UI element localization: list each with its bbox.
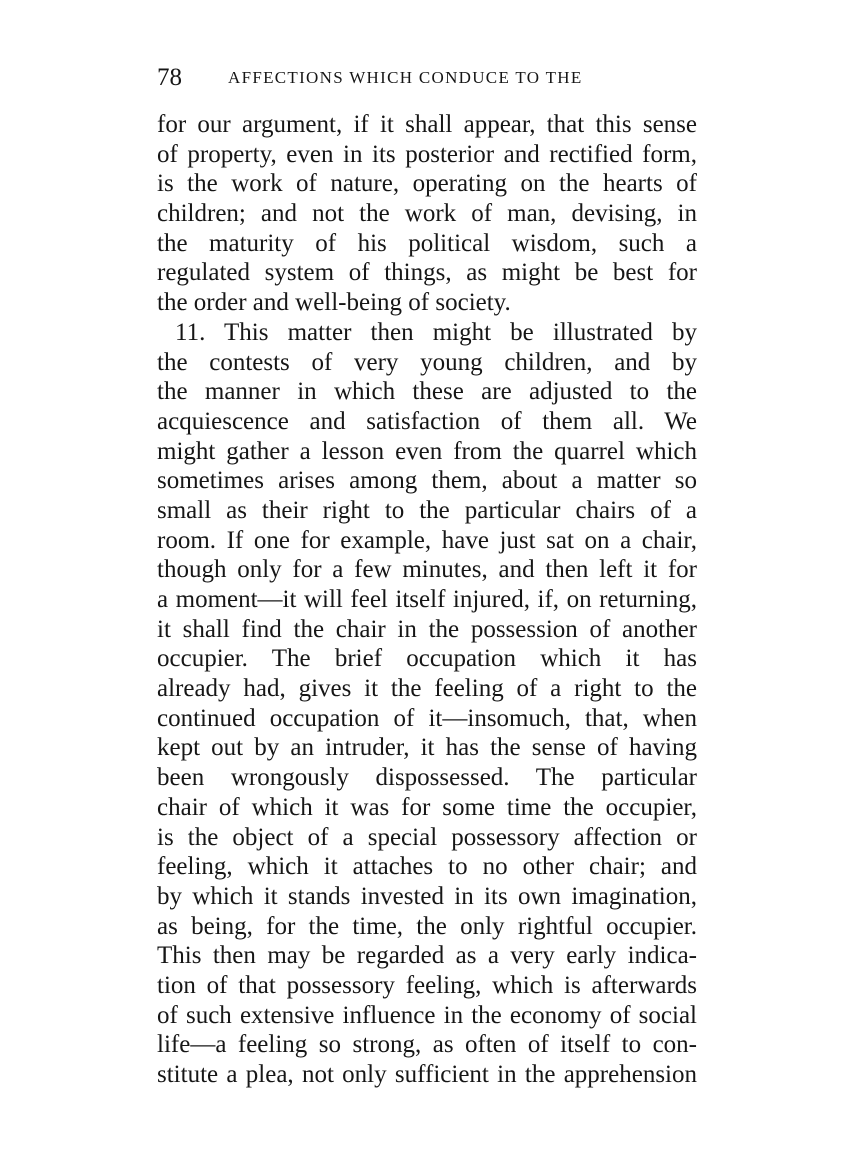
text-line: been wrongously dispossessed. The particular (157, 764, 697, 792)
page-number: 78 (157, 64, 182, 91)
text-line: is the object of a special possessory affection or (157, 823, 697, 851)
running-title: AFFECTIONS WHICH CONDUCE TO THE (228, 68, 583, 87)
text-line: chair of which it was for some time the occupier, (157, 793, 697, 821)
text-line: the order and well-being of society. (157, 289, 511, 317)
text-line: might gather a lesson even from the quarrel which (157, 437, 697, 465)
text-line: as being, for the time, the only rightful occupier. (157, 912, 697, 940)
text-line: for our argument, if it shall appear, that this sense (157, 111, 697, 138)
text-line: room. If one for example, have just sat on a chair, (157, 526, 697, 554)
text-line: small as their right to the particular chairs of a (157, 496, 697, 524)
text-line: the contests of very young children, and by (157, 348, 697, 376)
text-line: life—a feeling so strong, as often of itself to con- (157, 1031, 697, 1059)
text-line: a moment—it will feel itself injured, if, on returning, (157, 586, 697, 613)
text-line: feeling, which it attaches to no other chair; and (157, 853, 697, 881)
text-line: the maturity of his political wisdom, such a (157, 229, 697, 257)
text-line: This then may be regarded as a very early indica- (157, 942, 697, 970)
text-line: regulated system of things, as might be best for (157, 259, 697, 287)
running-head (157, 63, 697, 93)
text-line: acquiescence and satisfaction of them all. We (157, 407, 697, 435)
paragraph-start-line: 11. This matter then might be illustrated by (175, 318, 697, 346)
text-line: of such extensive influence in the economy of social (157, 1001, 697, 1029)
text-line: already had, gives it the feeling of a right to the (157, 675, 697, 703)
text-line: occupier. The brief occupation which it has (157, 645, 697, 673)
text-line: tion of that possessory feeling, which is afterwards (157, 971, 697, 999)
text-line: by which it stands invested in its own imagination, (157, 882, 697, 910)
text-line: sometimes arises among them, about a matter so (157, 467, 697, 495)
text-line: kept out by an intruder, it has the sense of having (157, 734, 697, 762)
text-line: stitute a plea, not only sufficient in the apprehension (157, 1061, 697, 1088)
text-line: though only for a few minutes, and then left it for (157, 556, 697, 584)
text-line: continued occupation of it—insomuch, that, when (157, 704, 697, 732)
text-line: the manner in which these are adjusted to the (157, 378, 697, 406)
text-line: children; and not the work of man, devising, in (157, 200, 697, 228)
text-line: of property, even in its posterior and rectified form, (157, 140, 697, 168)
text-line: is the work of nature, operating on the hearts of (157, 170, 697, 198)
body-text (157, 110, 697, 1090)
text-line: it shall find the chair in the possession of another (157, 615, 697, 643)
